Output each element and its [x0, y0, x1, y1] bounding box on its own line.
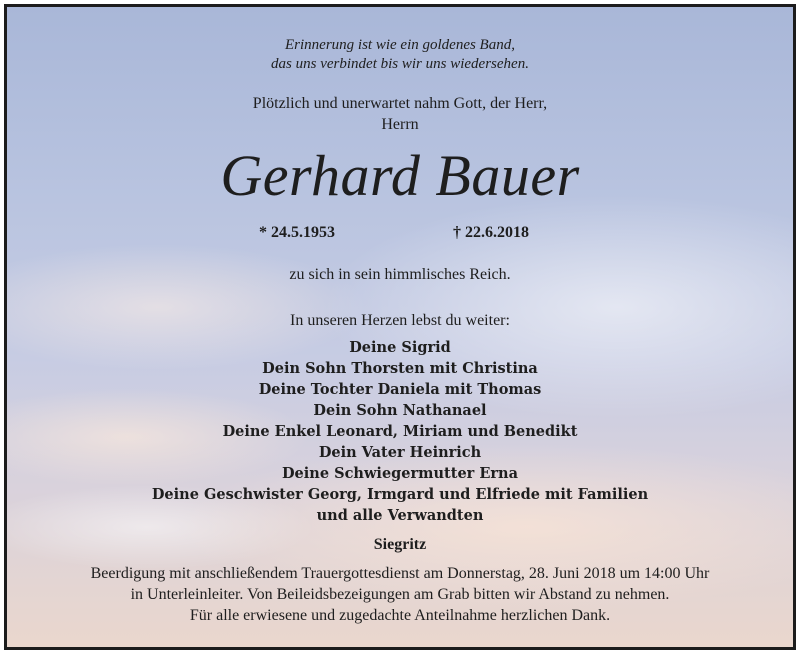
intro-line-1: Plötzlich und unerwartet nahm Gott, der Herr, [252, 95, 548, 112]
birth-date: * 24.5.1953 [259, 224, 335, 241]
funeral-info-line-2: in Unterleinleiter. Von Beileidsbezeigungen am Grab bitten wir Abstand zu nehmen. [130, 586, 670, 603]
intro-line-2: Herrn [381, 116, 419, 133]
funeral-info-line-1: Beerdigung mit anschließendem Trauergottesdienst am Donnerstag, 28. Juni 2018 um 14:00 Uhr [90, 565, 710, 582]
mourner-line: Deine Schwiegermutter Erna [281, 465, 518, 482]
mourner-line: Dein Vater Heinrich [318, 444, 482, 461]
obituary-notice [4, 4, 796, 650]
mourner-line: Dein Sohn Nathanael [313, 402, 487, 419]
mourner-line: und alle Verwandten [316, 507, 484, 524]
reich-line: zu sich in sein himmlisches Reich. [289, 266, 511, 283]
hearts-line: In unseren Herzen lebst du weiter: [290, 312, 510, 329]
death-date: † 22.6.2018 [453, 224, 529, 241]
mourner-line: Deine Enkel Leonard, Miriam und Benedikt [222, 423, 578, 440]
deceased-name: Gerhard Bauer [220, 143, 580, 208]
mourner-line: Deine Tochter Daniela mit Thomas [258, 381, 542, 398]
mourner-line: Dein Sohn Thorsten mit Christina [262, 360, 538, 377]
quote-line-1: Erinnerung ist wie ein goldenes Band, [285, 37, 515, 53]
quote-line-2: das uns verbindet bis wir uns wiedersehen. [271, 56, 529, 72]
mourner-line: Deine Sigrid [349, 339, 451, 356]
mourner-line: Deine Geschwister Georg, Irmgard und Elfriede mit Familien [151, 486, 649, 503]
place-name: Siegritz [373, 536, 427, 553]
funeral-info-line-3: Für alle erwiesene und zugedachte Anteilnahme herzlichen Dank. [189, 607, 611, 624]
